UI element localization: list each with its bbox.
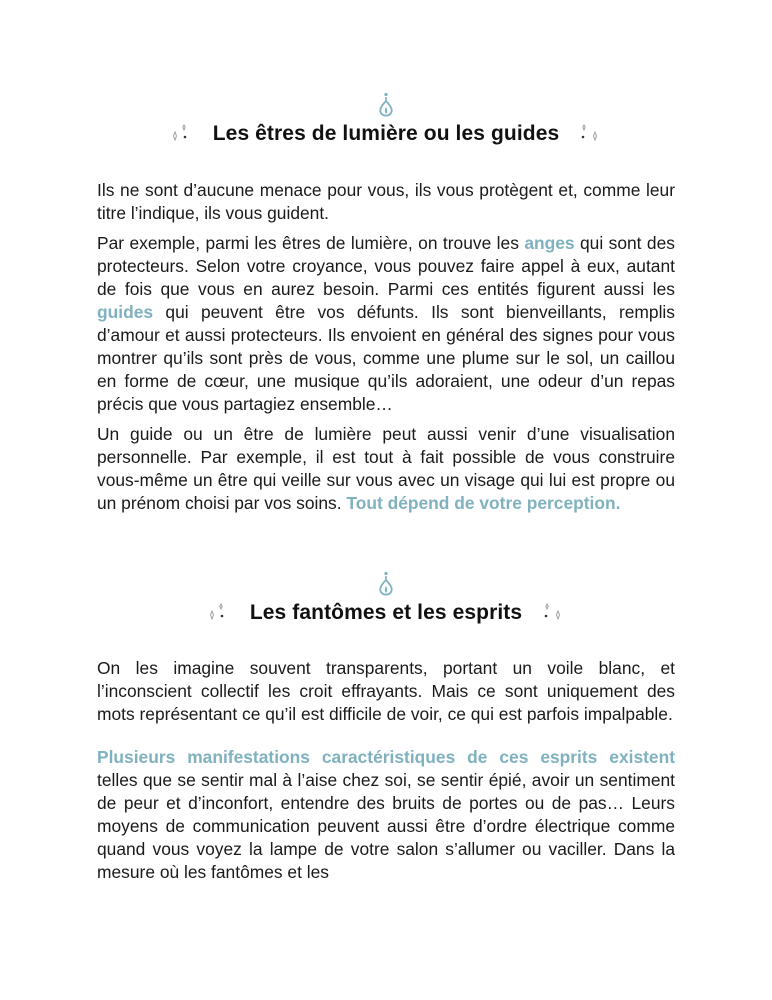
paragraph — [97, 423, 675, 515]
section-header-2 — [97, 571, 675, 625]
highlight-manifestations: Plusieurs manifestations caractéristiques de ces esprits existent — [97, 747, 675, 767]
paragraph-text: telles que se sentir mal à l’aise chez soi, se sentir épié, avoir un sentiment de peur et d’inconfort, entendre des bruits de portes ou de pas… Leurs moyens de communication peuvent aussi être d’ordre électrique comme quand vous voyez la lampe de votre salon s’allumer ou vaciller. Dans la mesure où les fantômes et les — [97, 770, 675, 882]
heading-row-2 — [97, 601, 675, 625]
sparkle-icon — [573, 123, 603, 145]
drop-ornament-icon — [377, 92, 395, 118]
highlight-perception: Tout dépend de votre perception. — [346, 493, 621, 513]
paragraph — [97, 179, 675, 225]
section-body-2 — [97, 657, 675, 884]
section-title-1: Les êtres de lumière ou les guides — [212, 122, 560, 145]
paragraph — [97, 232, 675, 416]
section-body-1 — [97, 179, 675, 515]
section-title-2: Les fantômes et les esprits — [249, 601, 523, 624]
paragraph-text: Un guide ou un être de lumière peut aussi venir d’une visualisation personnelle. Par exemple, il est tout à fait possible de vous construire vous-même un être qui veille sur vous avec un visage qui lui est propre ou un prénom choisi par vos soins. — [97, 424, 675, 513]
highlight-anges: anges — [524, 233, 575, 253]
section-header-1 — [97, 92, 675, 146]
paragraph — [97, 657, 675, 726]
paragraph-text: qui sont des protecteurs. Selon votre croyance, vous pouvez faire appel à eux, autant de fois que vous en aurez besoin. Parmi ces entités figurent aussi les — [97, 233, 675, 299]
sparkle-icon — [536, 602, 566, 624]
heading-row-1 — [97, 122, 675, 146]
paragraph-text: qui peuvent être vos défunts. Ils sont bienveillants, remplis d’amour et aussi protecteurs. Ils envoient en général des signes pour vous montrer qu’ils sont près de vous, comme une plume sur le sol, un caillou en forme de cœur, une musique qu’ils adoraient, une odeur d’un repas précis que vous partagiez ensemble… — [97, 302, 675, 414]
drop-ornament-icon — [377, 571, 395, 597]
highlight-guides: guides — [97, 302, 154, 322]
paragraph — [97, 746, 675, 884]
paragraph-text: Ils ne sont d’aucune menace pour vous, ils vous protègent et, comme leur titre l’indique, ils vous guident. — [97, 180, 675, 223]
paragraph-text: On les imagine souvent transparents, portant un voile blanc, et l’inconscient collectif les croit effrayants. Mais ce sont uniquement des mots représentant ce qu’il est difficile de voir, ce qui est parfois impalpable. — [97, 658, 675, 724]
sparkle-icon — [169, 123, 199, 145]
sparkle-icon — [206, 602, 236, 624]
paragraph-text: Par exemple, parmi les êtres de lumière, on trouve les — [97, 233, 525, 253]
